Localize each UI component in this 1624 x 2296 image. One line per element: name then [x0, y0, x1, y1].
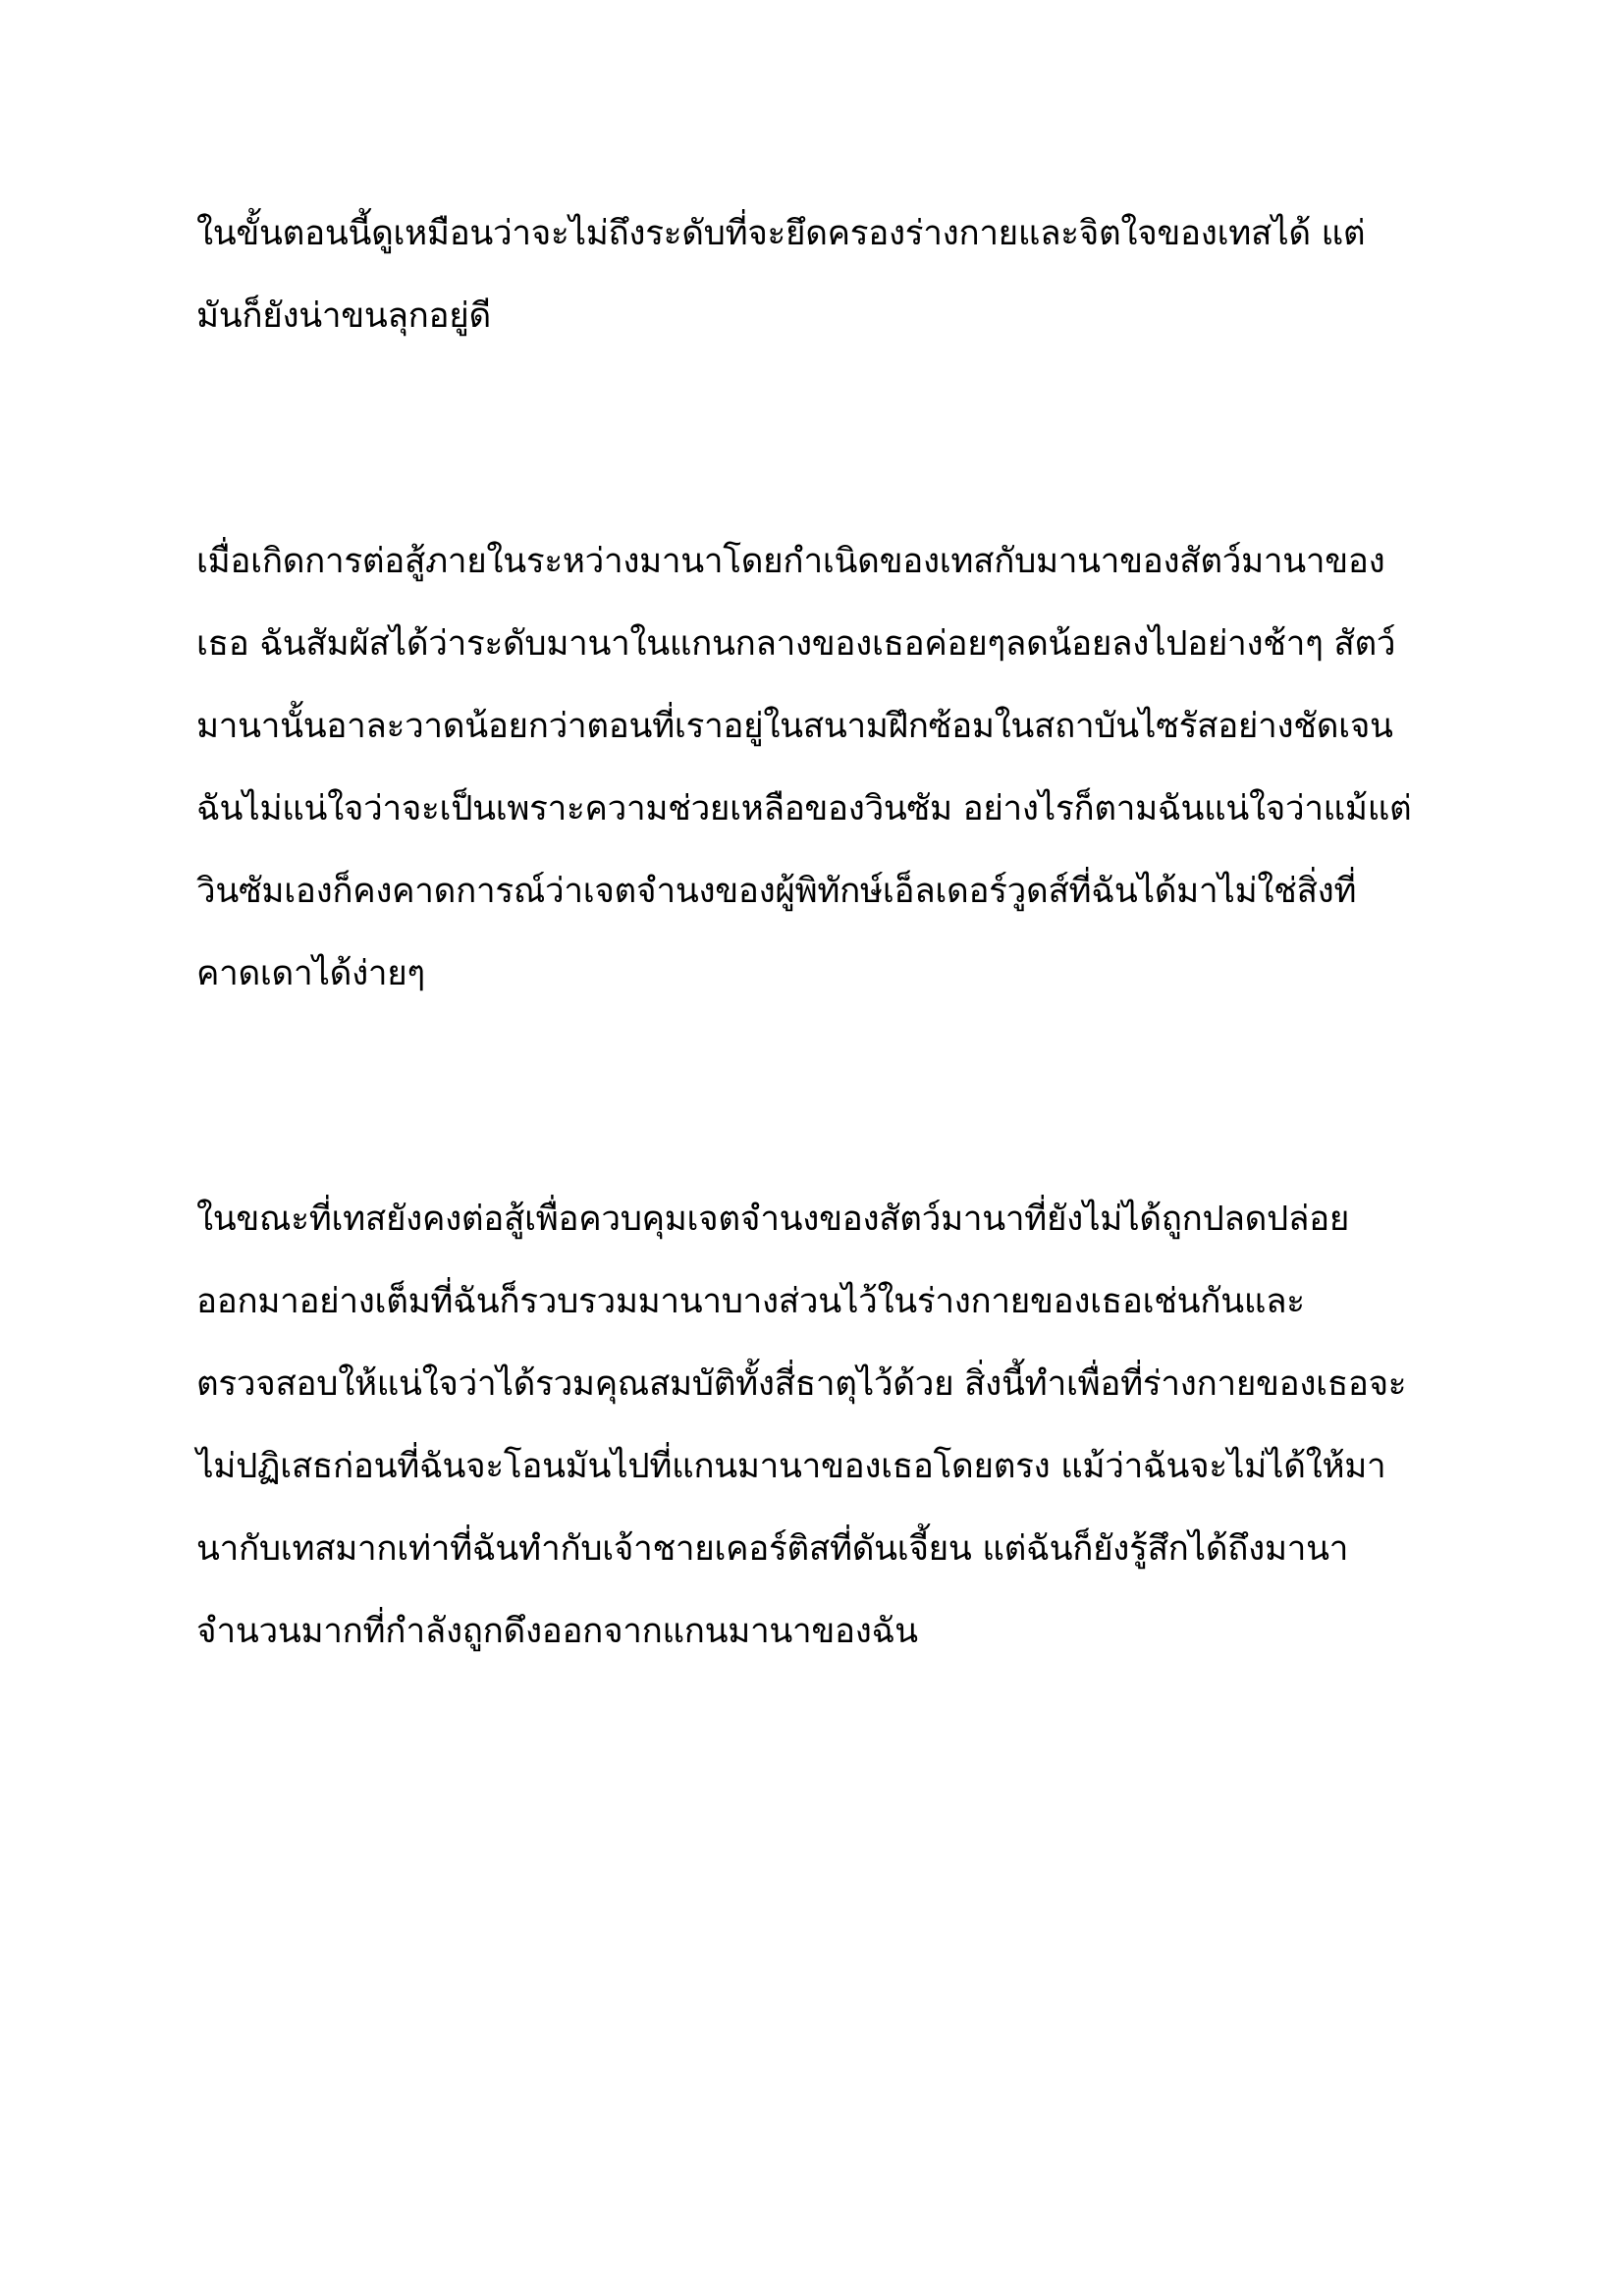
- text-line: ในขั้นตอนนี้ดูเหมือนว่าจะไม่ถึงระดับที่จะยึดครองร่างกายและจิตใจของเทสได้ แต่: [196, 214, 1366, 253]
- text-line: เธอ ฉันสัมผัสได้ว่าระดับมานาในแกนกลางของเธอค่อยๆลดน้อยลงไปอย่างช้าๆ สัตว์: [196, 624, 1396, 664]
- text-line: ไม่ปฏิเสธก่อนที่ฉันจะโอนมันไปที่แกนมานาของเธอโดยตรง แม้ว่าฉันจะไม่ได้ให้มา: [196, 1447, 1386, 1486]
- text-line: ตรวจสอบให้แน่ใจว่าได้รวมคุณสมบัติทั้งสี่ธาตุไว้ด้วย สิ่งนี้ทำเพื่อที่ร่างกายของเธอจะ: [196, 1364, 1407, 1404]
- text-line: ฉันไม่แน่ใจว่าจะเป็นเพราะความช่วยเหลือของวินซัม อย่างไรก็ตามฉันแน่ใจว่าแม้แต่: [196, 789, 1412, 828]
- text-line: จำนวนมากที่กำลังถูกดึงออกจากแกนมานาของฉัน: [196, 1612, 918, 1651]
- paragraph-2: [196, 520, 1453, 1015]
- text-line: ในขณะที่เทสยังคงต่อสู้เพื่อควบคุมเจตจำนงของสัตว์มานาที่ยังไม่ได้ถูกปลดปล่อย: [196, 1200, 1350, 1239]
- text-line: มันก็ยังน่าขนลุกอยู่ดี: [196, 296, 491, 336]
- paragraph-spacer: [196, 1015, 1453, 1178]
- text-line: นากับเทสมากเท่าที่ฉันทำกับเจ้าชายเคอร์ติสที่ดันเจี้ยน แต่ฉันก็ยังรู้สึกได้ถึงมานา: [196, 1529, 1349, 1569]
- text-line: คาดเดาได้ง่ายๆ: [196, 954, 425, 993]
- paragraph-1: [196, 192, 1453, 357]
- paragraph-3: [196, 1178, 1453, 1673]
- text-line: ออกมาอย่างเต็มที่ฉันก็รวบรวมมานาบางส่วนไว้ในร่างกายของเธอเช่นกันและ: [196, 1282, 1305, 1321]
- document-body: [196, 192, 1453, 1673]
- text-line: วินซัมเองก็คงคาดการณ์ว่าเจตจำนงของผู้พิทักษ์เอ็ลเดอร์วูดส์ที่ฉันได้มาไม่ใช่สิ่งที่: [196, 872, 1357, 911]
- paragraph-spacer: [196, 357, 1453, 520]
- text-line: มานานั้นอาละวาดน้อยกว่าตอนที่เราอยู่ในสนามฝึกซ้อมในสถาบันไซรัสอย่างชัดเจน: [196, 707, 1393, 746]
- text-line: เมื่อเกิดการต่อสู้ภายในระหว่างมานาโดยกำเนิดของเทสกับมานาของสัตว์มานาของ: [196, 542, 1385, 581]
